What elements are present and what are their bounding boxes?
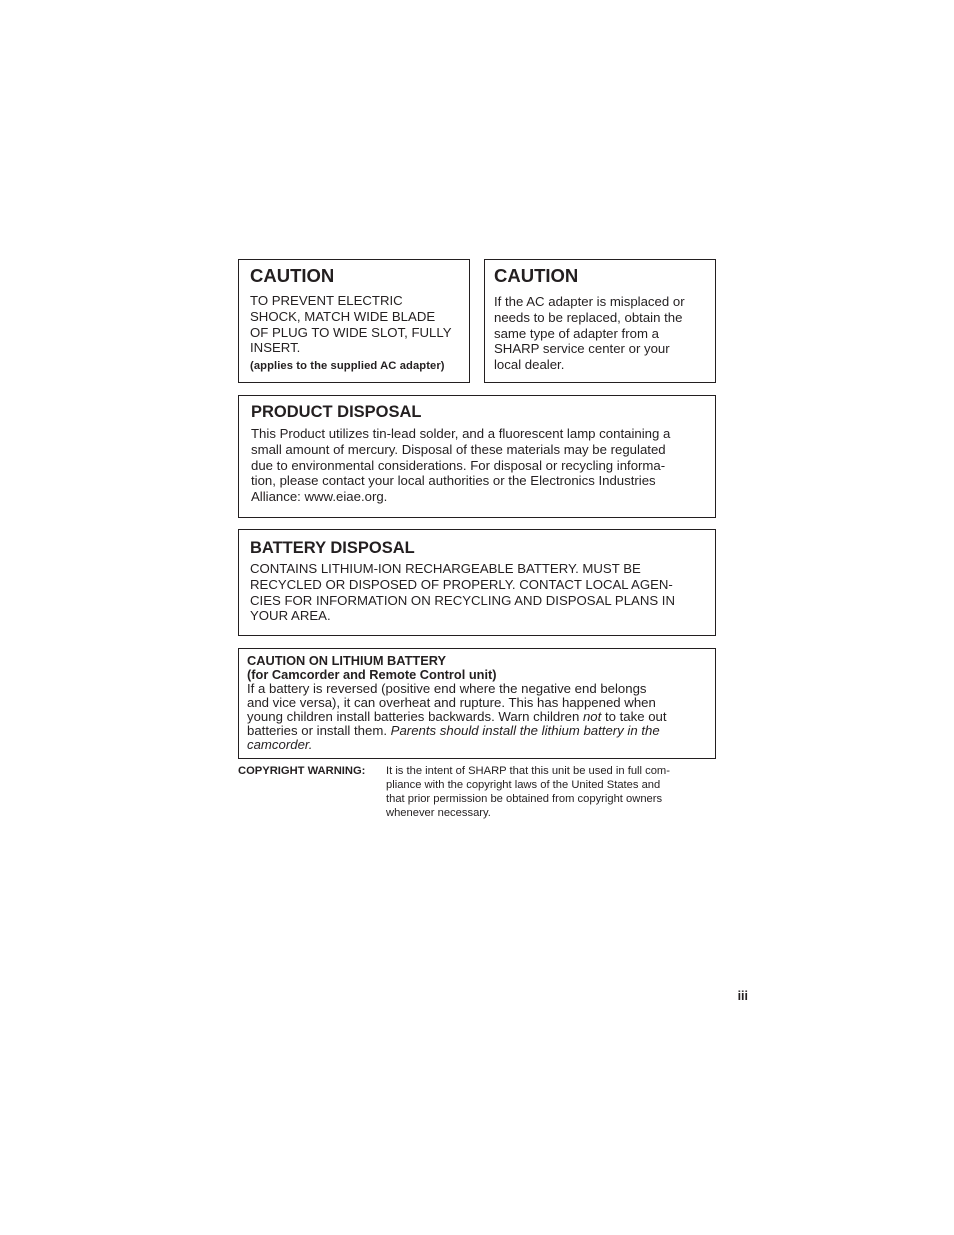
copyright-warning-label: COPYRIGHT WARNING: xyxy=(238,765,366,777)
lithium-battery-caution-box xyxy=(238,648,716,759)
copyright-warning-text: It is the intent of SHARP that this unit be used in full com- pliance with the copyright laws of the United States and that prior permission be obtained from copyright owners whenever necessary. xyxy=(386,765,670,819)
page-number: iii xyxy=(737,989,748,1003)
battery-disposal-text: CONTAINS LITHIUM-ION RECHARGEABLE BATTERY. MUST BE RECYCLED OR DISPOSED OF PROPERLY. CONTACT LOCAL AGEN- CIES FOR INFORMATION ON RECYCLING AND DISPOSAL PLANS IN YOUR AREA. xyxy=(250,561,675,624)
product-disposal-text: This Product utilizes tin-lead solder, and a fluorescent lamp containing a small amount of mercury. Disposal of these materials may be regulated due to environmental considerations. For disposal or recycling informa- tion, please contact your local authorities or the Electronics Industries Alliance: www.eiae.org. xyxy=(251,426,671,505)
caution-plug-box xyxy=(238,259,470,383)
caution-plug-title: CAUTION xyxy=(250,265,335,286)
battery-disposal-box xyxy=(238,529,716,636)
caution-adapter-text: If the AC adapter is misplaced or needs to be replaced, obtain the same type of adapter from a SHARP service center or your local dealer. xyxy=(494,294,685,373)
lithium-caution-title: CAUTION ON LITHIUM BATTERY (for Camcorder and Remote Control unit) xyxy=(247,653,497,682)
caution-adapter-box xyxy=(484,259,716,383)
lithium-caution-text: If a battery is reversed (positive end where the negative end belongs and vice versa), it can overheat and rupture. This has happened when young children install batteries backwards. Warn children not to take out batteries or install them. Parents should install the lithium battery in the camcorder. xyxy=(247,681,667,752)
caution-adapter-title: CAUTION xyxy=(494,265,579,286)
caution-plug-text: TO PREVENT ELECTRIC SHOCK, MATCH WIDE BLADE OF PLUG TO WIDE SLOT, FULLY INSERT. xyxy=(250,293,452,356)
product-disposal-title: PRODUCT DISPOSAL xyxy=(251,403,422,421)
product-disposal-box xyxy=(238,395,716,518)
caution-plug-note: (applies to the supplied AC adapter) xyxy=(250,360,445,373)
battery-disposal-title: BATTERY DISPOSAL xyxy=(250,539,415,557)
